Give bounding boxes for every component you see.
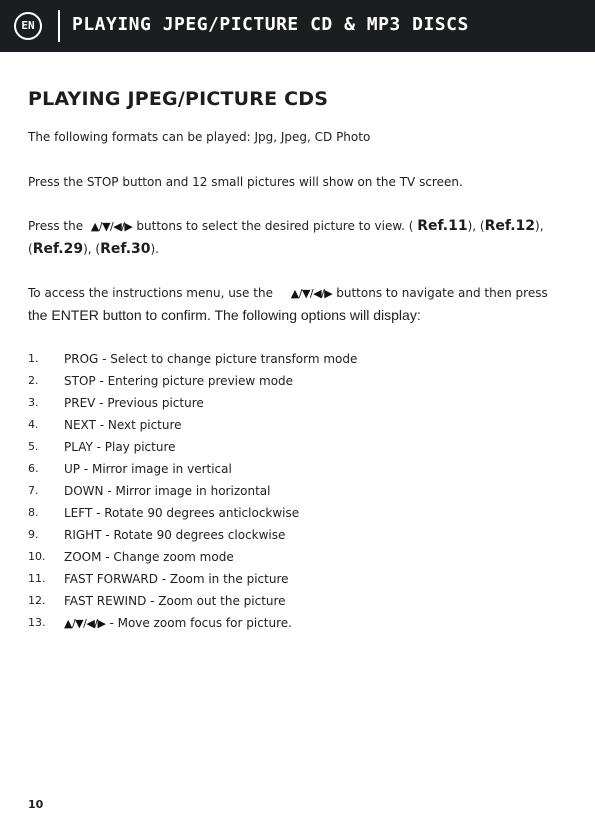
access-text-post: buttons to navigate and then press	[336, 286, 548, 300]
language-badge: EN	[14, 12, 42, 40]
list-item-text: DOWN - Mirror image in horizontal	[64, 484, 271, 498]
list-item	[28, 568, 573, 590]
ref-30: Ref.30	[100, 241, 151, 257]
ref-open-3: (	[28, 242, 33, 256]
access-paragraph	[28, 282, 573, 305]
list-item-text: RIGHT - Rotate 90 degrees clockwise	[64, 528, 286, 542]
list-item-number: 12.	[28, 594, 46, 607]
section-title: PLAYING JPEG/PICTURE CDS	[28, 88, 329, 110]
list-item-text: FAST FORWARD - Zoom in the picture	[64, 572, 289, 586]
list-item-text: PREV - Previous picture	[64, 396, 204, 410]
list-item	[28, 524, 573, 546]
press-text-post: buttons to select the desired picture to view. (	[136, 219, 414, 233]
ref-12: Ref.12	[484, 218, 536, 234]
stop-text-post: small pictures will show on the TV screen.	[207, 175, 463, 189]
list-item	[28, 370, 573, 392]
list-item	[28, 590, 573, 612]
list-item-number: 1.	[28, 352, 39, 365]
list-item-number: 9.	[28, 528, 39, 541]
list-item	[28, 480, 573, 502]
options-list	[28, 348, 573, 634]
direction-arrows-icon: ▲/▼/◀/▶	[290, 287, 333, 300]
list-item-text: STOP - Entering picture preview mode	[64, 374, 294, 388]
list-item-text: FAST REWIND - Zoom out the picture	[64, 594, 286, 608]
list-item-text	[64, 612, 292, 635]
list-item	[28, 414, 573, 436]
ref-sep-1: ), (	[467, 219, 485, 233]
list-item-number: 8.	[28, 506, 39, 519]
list-item-number: 13.	[28, 616, 46, 629]
list-item	[28, 502, 573, 524]
ref-sep-3: ), (	[83, 242, 101, 256]
enter-paragraph	[28, 304, 573, 326]
list-item-number: 3.	[28, 396, 39, 409]
list-item-text: NEXT - Next picture	[64, 418, 182, 432]
stop-text-num: 12	[192, 175, 208, 189]
formats-text: The following formats can be played: Jpg, Jpeg, CD Photo	[28, 130, 371, 144]
list-item-text-body: - Move zoom focus for picture.	[109, 616, 292, 630]
list-item-number: 5.	[28, 440, 39, 453]
header-title: PLAYING JPEG/PICTURE CD & MP3 DISCS	[72, 14, 469, 35]
list-item-number: 6.	[28, 462, 39, 475]
direction-arrows-icon: ▲/▼/◀/▶	[64, 617, 106, 630]
ref-close-3: ).	[150, 242, 159, 256]
list-item-text: ZOOM - Change zoom mode	[64, 550, 234, 564]
ref-29: Ref.29	[32, 241, 84, 257]
ref-sep-2: ),	[535, 219, 544, 233]
access-text-pre: To access the instructions menu, use the	[28, 286, 273, 300]
list-item	[28, 392, 573, 414]
list-item-text: UP - Mirror image in vertical	[64, 462, 232, 476]
direction-arrows-icon: ▲/▼/◀/▶	[90, 220, 133, 233]
page-header	[0, 0, 595, 52]
list-item-number: 10.	[28, 550, 46, 563]
stop-paragraph	[28, 171, 573, 193]
list-item-number: 2.	[28, 374, 39, 387]
list-item-number: 4.	[28, 418, 39, 431]
list-item	[28, 458, 573, 480]
formats-paragraph	[28, 126, 573, 148]
list-item-text: PLAY - Play picture	[64, 440, 176, 454]
list-item-text: LEFT - Rotate 90 degrees anticlockwise	[64, 506, 300, 520]
stop-text-pre: Press the STOP button and	[28, 175, 193, 189]
list-item	[28, 436, 573, 458]
list-item-number: 11.	[28, 572, 46, 585]
press-paragraph	[28, 215, 573, 260]
list-item	[28, 348, 573, 370]
list-item-number: 7.	[28, 484, 39, 497]
page-number: 10	[28, 798, 44, 811]
enter-text: the ENTER button to confirm. The following options will display:	[28, 307, 421, 323]
ref-11: Ref.11	[417, 218, 468, 234]
list-item	[28, 612, 573, 634]
header-divider	[58, 10, 60, 42]
list-item	[28, 546, 573, 568]
list-item-text: PROG - Select to change picture transform mode	[64, 352, 358, 366]
press-text-pre: Press the	[28, 219, 84, 233]
